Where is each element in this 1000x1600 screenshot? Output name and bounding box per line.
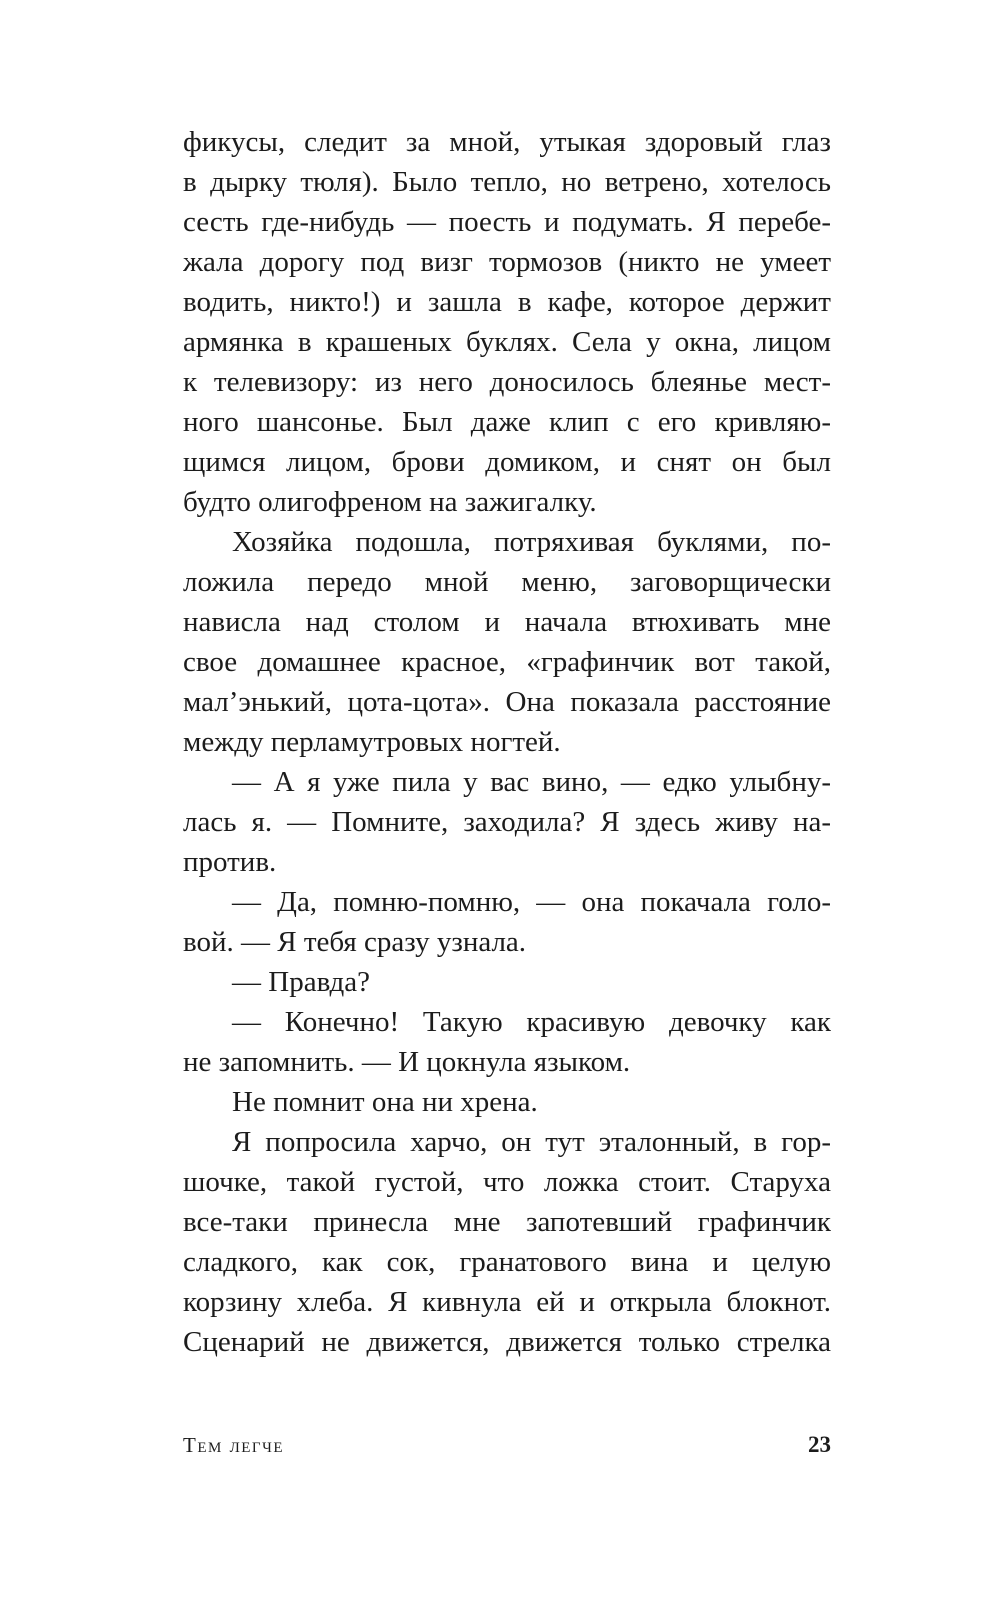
text-line: все-таки принесла мне запотевший графинчик xyxy=(183,1206,831,1238)
text-line: Не помнит она ни хрена. xyxy=(232,1086,538,1118)
text-line: Хозяйка подошла, потряхивая буклями, по- xyxy=(232,526,831,558)
text-line: лась я. — Помните, заходила? Я здесь живу на- xyxy=(183,806,831,838)
running-title: Тем легче xyxy=(183,1433,284,1457)
text-line: ного шансонье. Был даже клип с его кривляю- xyxy=(183,406,831,438)
text-line: — Конечно! Такую красивую девочку как xyxy=(232,1006,831,1038)
text-line: водить, никто!) и зашла в кафе, которое держит xyxy=(183,286,831,318)
text-line: шочке, такой густой, что ложка стоит. Старуха xyxy=(183,1166,831,1198)
text-line: ложила передо мной меню, заговорщически xyxy=(183,566,831,598)
body-text xyxy=(183,122,831,1362)
text-line: мал’энький, цота-цота». Она показала расстояние xyxy=(183,686,831,718)
text-line: нависла над столом и начала втюхивать мне xyxy=(183,606,831,638)
page-footer xyxy=(183,1425,831,1465)
text-line: корзину хлеба. Я кивнула ей и открыла блокнот. xyxy=(183,1286,831,1318)
text-line: Я попросила харчо, он тут эталонный, в гор- xyxy=(232,1126,831,1158)
text-line: к телевизору: из него доносилось блеянье мест- xyxy=(183,366,831,398)
text-line: Сценарий не движется, движется только стрелка xyxy=(183,1326,831,1358)
text-line: вой. — Я тебя сразу узнала. xyxy=(183,926,527,958)
text-line: — Да, помню-помню, — она покачала голо- xyxy=(232,886,831,918)
text-line: щимся лицом, брови домиком, и снят он был xyxy=(183,446,831,478)
text-line: сесть где-нибудь — поесть и подумать. Я перебе- xyxy=(183,206,831,238)
text-line: свое домашнее красное, «графинчик вот такой, xyxy=(183,646,831,678)
text-line: сладкого, как сок, гранатового вина и целую xyxy=(183,1246,831,1278)
text-line: фикусы, следит за мной, утыкая здоровый глаз xyxy=(183,126,831,158)
text-line: в дырку тюля). Было тепло, но ветрено, хотелось xyxy=(183,166,831,198)
text-line: против. xyxy=(183,846,277,878)
text-line: не запомнить. — И цокнула языком. xyxy=(183,1046,631,1078)
page-number: 23 xyxy=(808,1432,831,1457)
text-line: — Правда? xyxy=(232,966,371,998)
text-line: — А я уже пила у вас вино, — едко улыбну- xyxy=(232,766,831,798)
text-line: между перламутровых ногтей. xyxy=(183,726,561,758)
text-line: будто олигофреном на зажигалку. xyxy=(183,486,597,518)
text-line: армянка в крашеных буклях. Села у окна, лицом xyxy=(183,326,831,358)
text-line: жала дорогу под визг тормозов (никто не умеет xyxy=(183,246,831,278)
